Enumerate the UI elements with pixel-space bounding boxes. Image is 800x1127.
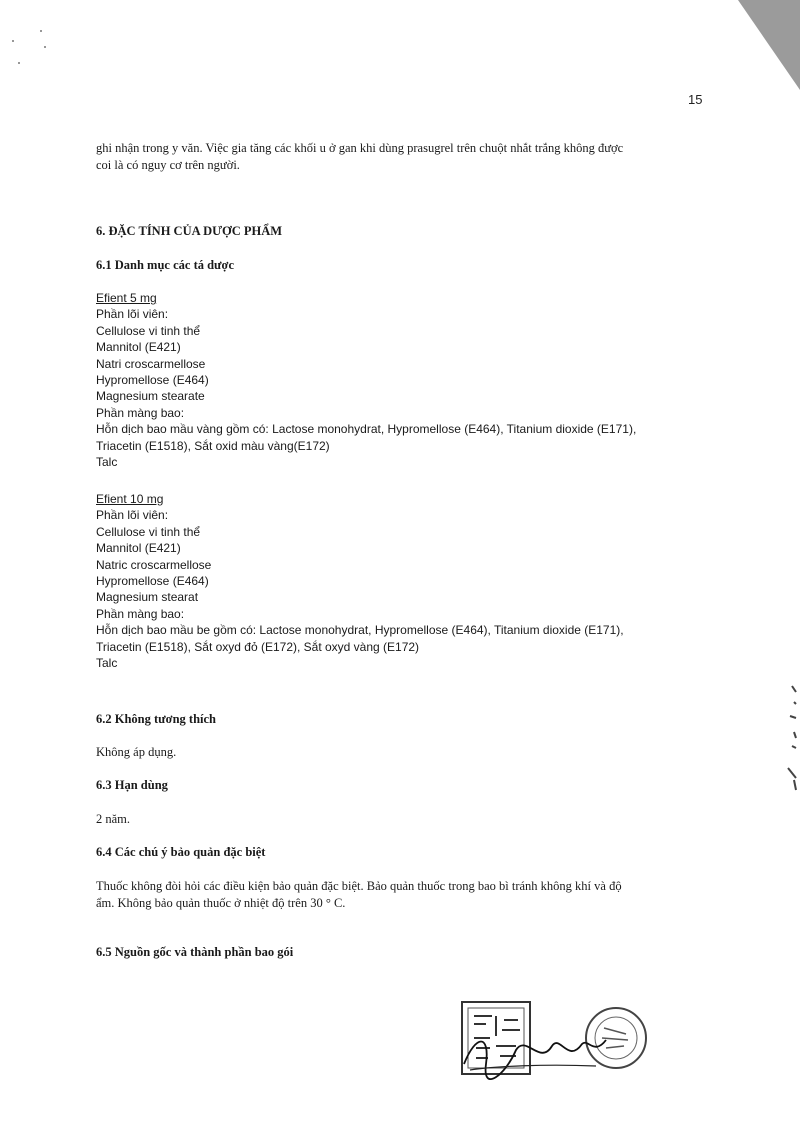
intro-line-2: coi là có nguy cơ trên người.	[96, 158, 240, 172]
list-item: Hỗn dịch bao mầu be gồm có: Lactose monohydrat, Hypromellose (E464), Titanium dioxide (E171),	[96, 623, 624, 638]
list-item: Talc	[96, 455, 118, 470]
section-6-4-title: 6.4 Các chú ý bảo quản đặc biệt	[96, 845, 266, 859]
list-item: Natri croscarmellose	[96, 356, 206, 371]
list-item: Cellulose vi tinh thể	[96, 524, 201, 539]
efient-5mg-excipients	[96, 290, 636, 470]
list-item: Cellulose vi tinh thể	[96, 323, 201, 338]
seal-and-signature-image	[456, 994, 656, 1084]
list-item: Phần màng bao:	[96, 405, 185, 420]
section-6-4-body-line-2: ẩm. Không bảo quản thuốc ở nhiệt độ trên 30 ° C.	[96, 896, 346, 910]
list-item: Hỗn dịch bao mầu vàng gồm có: Lactose monohydrat, Hypromellose (E464), Titanium dioxide (E171),	[96, 422, 637, 437]
efient-10mg-excipients	[96, 491, 624, 671]
list-item: Phần lõi viên:	[96, 307, 169, 322]
list-item: Mannitol (E421)	[96, 541, 181, 556]
list-item: Natric croscarmellose	[96, 557, 212, 572]
page-number: 15	[688, 92, 703, 107]
page-corner-shadow	[738, 0, 800, 90]
intro-line-1: ghi nhận trong y văn. Việc gia tăng các khối u ở gan khi dùng prasugrel trên chuột nhắt trắng không được	[96, 141, 624, 155]
section-6-1-title: 6.1 Danh mục các tá dược	[96, 258, 235, 272]
list-item: Magnesium stearat	[96, 590, 199, 605]
list-item: Phần màng bao:	[96, 606, 185, 621]
list-item: Triacetin (E1518), Sắt oxyd đỏ (E172), Sắt oxyd vàng (E172)	[96, 639, 420, 654]
list-item: Hypromellose (E464)	[96, 373, 209, 388]
section-6-4-body-line-1: Thuốc không đòi hỏi các điều kiện bảo quản đặc biệt. Bảo quản thuốc trong bao bì tránh không khí và độ	[96, 879, 622, 893]
section-6-2-title: 6.2 Không tương thích	[96, 712, 217, 726]
list-item: Magnesium stearate	[96, 389, 205, 404]
margin-stamp-marks	[782, 680, 800, 800]
section-6-2-body: Không áp dụng.	[96, 745, 177, 759]
section-6-3-title: 6.3 Hạn dùng	[96, 778, 168, 792]
section-6-5-title: 6.5 Nguồn gốc và thành phần bao gói	[96, 945, 294, 959]
list-item: Hypromellose (E464)	[96, 574, 209, 589]
list-item: Phần lõi viên:	[96, 508, 169, 523]
efient-10mg-name: Efient 10 mg	[96, 492, 164, 506]
section-title: 6. ĐẶC TÍNH CỦA DƯỢC PHẨM	[96, 224, 283, 238]
section-6-3-body: 2 năm.	[96, 812, 131, 826]
efient-5mg-name: Efient 5 mg	[96, 291, 157, 305]
list-item: Triacetin (E1518), Sắt oxid màu vàng(E172)	[96, 438, 330, 453]
list-item: Talc	[96, 656, 118, 671]
list-item: Mannitol (E421)	[96, 340, 181, 355]
